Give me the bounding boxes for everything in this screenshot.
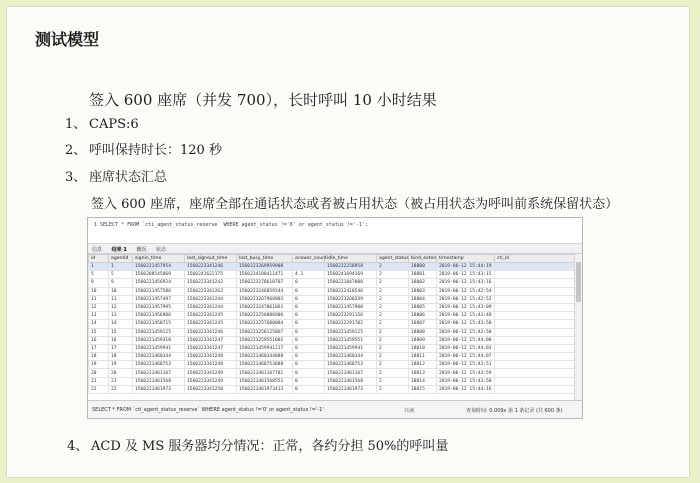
vertical-scrollbar[interactable] <box>574 254 582 402</box>
table-row[interactable] <box>89 287 577 295</box>
table-cell[interactable]: 1560223341248 <box>185 361 237 369</box>
table-cell[interactable]: 1560241694169 <box>325 271 377 279</box>
table-cell[interactable]: 2 <box>377 328 409 336</box>
column-header[interactable]: bind_exten <box>409 255 437 263</box>
table-cell[interactable]: 1560223341242 <box>185 279 237 287</box>
table-row[interactable] <box>89 295 577 303</box>
table-cell[interactable]: 22 <box>89 385 109 393</box>
table-cell[interactable]: 17 <box>89 344 109 352</box>
table-cell[interactable]: 0 <box>293 361 325 369</box>
table-cell[interactable]: 1560223291156 <box>325 312 377 320</box>
table-cell[interactable]: 1560221461568 <box>325 377 377 385</box>
column-header[interactable]: agent_status <box>377 255 409 263</box>
table-cell[interactable] <box>495 385 577 393</box>
result-grid <box>88 254 576 402</box>
table-cell[interactable]: 18 <box>109 353 133 361</box>
column-header[interactable]: agentid <box>109 255 133 263</box>
table-cell[interactable]: 1560221460344888 <box>237 353 293 361</box>
table-cell[interactable]: 1560221461973 <box>325 385 377 393</box>
table-cell[interactable]: 2019-06-12 15:44:00 <box>437 336 495 344</box>
table-cell[interactable]: 2019-06-12 15:44:19 <box>437 263 495 271</box>
query-time: 查询时间: 0.009s <box>466 408 507 414</box>
table-cell[interactable]: 15 <box>109 328 133 336</box>
table-cell[interactable]: 1560223341263 <box>185 287 237 295</box>
table-cell[interactable]: 18801 <box>409 271 437 279</box>
column-header[interactable]: last_signout_time <box>185 255 237 263</box>
table-cell[interactable]: 2 <box>377 377 409 385</box>
table-cell[interactable]: 2 <box>377 295 409 303</box>
column-header[interactable]: cti_id <box>495 255 577 263</box>
table-cell[interactable]: 9 <box>89 279 109 287</box>
column-header[interactable]: id <box>89 255 109 263</box>
table-cell[interactable]: 17 <box>109 344 133 352</box>
table-cell[interactable]: 1560223341244 <box>185 303 237 311</box>
table-cell[interactable]: 0 <box>293 353 325 361</box>
sql-editor[interactable]: 1 SELECT * FROM `cti_agent_status_reserve` WHERE agent_status !='0' or agent_status !='-1'; <box>88 218 582 244</box>
table-row[interactable] <box>89 361 577 369</box>
table-cell[interactable]: 1560221456906 <box>133 312 185 320</box>
table-cell[interactable] <box>495 344 577 352</box>
table-cell[interactable]: 2 <box>377 369 409 377</box>
table-cell[interactable]: 15 <box>89 328 109 336</box>
table-cell[interactable] <box>495 328 577 336</box>
table-cell[interactable]: 1560241622175 <box>185 271 237 279</box>
table-cell[interactable]: 1560221460753 <box>325 361 377 369</box>
scroll-thumb[interactable] <box>576 262 581 302</box>
table-cell[interactable]: 4.1 <box>293 271 325 279</box>
table-cell[interactable]: 1560221459941 <box>133 344 185 352</box>
table-cell[interactable]: 18815 <box>409 385 437 393</box>
table-cell[interactable]: 1560221461167 <box>133 369 185 377</box>
record-position: 第 1 条记录 (共 600 条) <box>508 408 563 414</box>
table-row[interactable] <box>89 320 577 328</box>
table-cell[interactable]: 2019-06-12 15:43:16 <box>437 279 495 287</box>
table-row[interactable] <box>89 353 577 361</box>
table-cell[interactable]: 18809 <box>409 336 437 344</box>
table-cell[interactable]: 18810 <box>409 344 437 352</box>
table-cell[interactable]: 1560222291702 <box>325 320 377 328</box>
table-cell[interactable]: 2019-06-12 15:42:54 <box>437 287 495 295</box>
table-cell[interactable]: 2 <box>377 263 409 271</box>
table-cell[interactable] <box>495 287 577 295</box>
table-cell[interactable]: 1560223247861061 <box>237 303 293 311</box>
table-cell[interactable] <box>495 320 577 328</box>
table-cell[interactable]: 18804 <box>409 295 437 303</box>
table-cell[interactable]: 21 <box>89 377 109 385</box>
table-cell[interactable]: 1560223341244 <box>185 295 237 303</box>
table-cell[interactable]: 18805 <box>409 303 437 311</box>
table-cell[interactable]: 0 <box>293 328 325 336</box>
table-cell[interactable]: 1560221460344 <box>133 353 185 361</box>
table-cell[interactable]: 1560222258958 <box>325 263 377 271</box>
table-cell[interactable]: 1560221847080 <box>325 279 377 287</box>
table-cell[interactable]: 1560221459125 <box>325 328 377 336</box>
table-row[interactable] <box>89 312 577 320</box>
table-cell[interactable] <box>495 361 577 369</box>
table-cell[interactable] <box>495 271 577 279</box>
table-cell[interactable]: 1560221459310 <box>133 336 185 344</box>
table-cell[interactable]: 1560223341245 <box>185 312 237 320</box>
readonly-label: 只读 <box>404 408 415 414</box>
table-cell[interactable]: 18812 <box>409 361 437 369</box>
table-cell[interactable]: 0 <box>293 279 325 287</box>
table-cell[interactable] <box>293 263 325 271</box>
table-cell[interactable]: 2019-06-12 15:44:16 <box>437 385 495 393</box>
table-cell[interactable]: 19 <box>89 361 109 369</box>
table-cell[interactable]: 1560223267968903 <box>237 295 293 303</box>
main-title: 签入 600 座席（并发 700），长时呼叫 10 小时结果 <box>89 91 437 109</box>
table-cell[interactable]: 1560221459941 <box>325 344 377 352</box>
column-header[interactable]: last_busy_time <box>237 255 293 263</box>
table-cell[interactable]: 2019-06-12 15:42:50 <box>437 328 495 336</box>
table-row[interactable] <box>89 385 577 393</box>
table-cell[interactable]: 13 <box>109 312 133 320</box>
table-cell[interactable]: 5 <box>109 271 133 279</box>
column-header[interactable]: timestamp <box>437 255 495 263</box>
table-cell[interactable] <box>495 303 577 311</box>
list-item: 3、 座席状态汇总 <box>65 170 168 185</box>
page-heading: 测试模型 <box>35 30 100 49</box>
list-item-4: 4、 ACD 及 MS 服务器均分情况：正常，各约分担 50%的呼叫量 <box>67 439 449 454</box>
table-cell[interactable]: 1560223259551002 <box>237 336 293 344</box>
table-row[interactable] <box>89 279 577 287</box>
table-cell[interactable]: 19 <box>109 361 133 369</box>
table-cell[interactable]: 18814 <box>409 377 437 385</box>
table-cell[interactable]: 1560221461973413 <box>237 385 293 393</box>
table-cell[interactable]: 1 <box>89 263 109 271</box>
table-cell[interactable]: 18807 <box>409 320 437 328</box>
table-cell[interactable]: 0 <box>293 369 325 377</box>
column-header[interactable]: idle_time <box>325 255 377 263</box>
table-cell[interactable]: 2019-06-12 15:44:03 <box>437 344 495 352</box>
table-cell[interactable]: 1560221461568551 <box>237 377 293 385</box>
table-cell[interactable]: 1560221459941217 <box>237 344 293 352</box>
table-cell[interactable] <box>495 369 577 377</box>
column-header[interactable]: signin_time <box>133 255 185 263</box>
column-header[interactable]: answer_count <box>293 255 325 263</box>
table-cell[interactable]: 18811 <box>409 353 437 361</box>
table-cell[interactable]: 18808 <box>409 328 437 336</box>
table-cell[interactable]: 1560223246859344 <box>237 287 293 295</box>
table-cell[interactable]: 2 <box>377 279 409 287</box>
table-row[interactable] <box>89 336 577 344</box>
table-cell[interactable]: 13 <box>89 312 109 320</box>
list-item: 1、 CAPS:6 <box>65 117 139 132</box>
table-cell[interactable]: 1560221457954 <box>133 263 185 271</box>
table-cell[interactable]: 2 <box>377 336 409 344</box>
table-cell[interactable]: 1 <box>109 263 133 271</box>
table-cell[interactable]: 1560223341250 <box>185 385 237 393</box>
tab-result-1[interactable]: 结果 1 <box>111 247 127 253</box>
table-cell[interactable]: 2019-06-12 15:43:48 <box>437 312 495 320</box>
table-cell[interactable]: 20 <box>109 369 133 377</box>
table-cell[interactable]: 12 <box>109 303 133 311</box>
table-cell[interactable]: 12 <box>89 303 109 311</box>
status-note: 签入 600 座席，座席全部在通话状态或者被占用状态（被占用状态为呼叫前系统保留状态） <box>91 197 619 212</box>
table-cell[interactable]: 21 <box>109 377 133 385</box>
table-cell[interactable]: 10 <box>109 287 133 295</box>
table-cell[interactable]: 0 <box>293 312 325 320</box>
table-cell[interactable]: 2019-06-12 15:43:51 <box>437 361 495 369</box>
table-cell[interactable]: 1560223341247 <box>185 344 237 352</box>
table-cell[interactable]: 1560223341246 <box>185 263 237 271</box>
table-cell[interactable]: 2 <box>377 271 409 279</box>
table-cell[interactable]: 0 <box>293 295 325 303</box>
table-cell[interactable]: 1560221461568 <box>133 377 185 385</box>
table-cell[interactable]: 1560223341246 <box>185 328 237 336</box>
table-cell[interactable]: 0 <box>293 287 325 295</box>
table-cell[interactable]: 0 <box>293 336 325 344</box>
table-cell[interactable]: 1560221460344 <box>325 353 377 361</box>
table-cell[interactable]: 2019-06-12 15:43:58 <box>437 377 495 385</box>
status-bar <box>88 400 582 418</box>
table-cell[interactable]: 1560223258125867 <box>237 328 293 336</box>
tab-profile[interactable]: 概况 <box>136 247 147 253</box>
table-cell[interactable]: 2 <box>377 287 409 295</box>
table-cell[interactable]: 1560223341247 <box>185 336 237 344</box>
table-cell[interactable]: 5 <box>89 271 109 279</box>
table-cell[interactable]: 11 <box>109 295 133 303</box>
table-cell[interactable] <box>495 353 577 361</box>
table-cell[interactable] <box>495 336 577 344</box>
table-cell[interactable]: 9 <box>109 279 133 287</box>
table-cell[interactable]: 2019-06-12 15:43:09 <box>437 303 495 311</box>
table-cell[interactable]: 1560221457497 <box>133 295 185 303</box>
status-sql: SELECT * FROM `cti_agent_status_reserve` WHERE agent_status !='0' or agent_status !='-1' <box>92 407 324 413</box>
list-item: 2、 呼叫保持时长：120 秒 <box>65 143 222 158</box>
table-cell[interactable]: 18803 <box>409 287 437 295</box>
table-cell[interactable]: 0 <box>293 320 325 328</box>
table-cell[interactable]: 1560221460753688 <box>237 361 293 369</box>
table-row[interactable] <box>89 344 577 352</box>
table-cell[interactable]: 1560223260339 <box>325 295 377 303</box>
table-cell[interactable]: 1560221461167 <box>325 369 377 377</box>
tab-status[interactable]: 状态 <box>156 247 167 253</box>
table-cell[interactable]: 2 <box>377 353 409 361</box>
table-cell[interactable]: 1560221457995 <box>133 303 185 311</box>
table-cell[interactable]: 1560221461167781 <box>237 369 293 377</box>
table-cell[interactable]: 2019-06-12 15:43:50 <box>437 320 495 328</box>
table-cell[interactable]: 10 <box>89 287 109 295</box>
table-cell[interactable] <box>495 312 577 320</box>
table-row[interactable] <box>89 303 577 311</box>
table-cell[interactable]: 1560221457586 <box>133 287 185 295</box>
table-cell[interactable]: 18802 <box>409 279 437 287</box>
table-cell[interactable]: 0 <box>293 377 325 385</box>
db-screenshot <box>87 217 583 419</box>
table-cell[interactable]: 16 <box>89 336 109 344</box>
table-cell[interactable]: 1560221461973 <box>133 385 185 393</box>
table-cell[interactable]: 0 <box>293 303 325 311</box>
table-cell[interactable]: 1560234188411471 <box>237 271 293 279</box>
table-cell[interactable]: 1560221459125 <box>133 328 185 336</box>
table-cell[interactable]: 1560288545069 <box>133 271 185 279</box>
table-cell[interactable]: 18813 <box>409 369 437 377</box>
table-row[interactable] <box>89 263 577 271</box>
table-cell[interactable]: 1560222418546 <box>325 287 377 295</box>
table-cell[interactable] <box>495 279 577 287</box>
result-tabs <box>88 244 582 254</box>
table-cell[interactable]: 2 <box>377 385 409 393</box>
table-cell[interactable]: 2019-06-12 15:43:15 <box>437 271 495 279</box>
table-cell[interactable]: 1560223278610707 <box>237 279 293 287</box>
table-cell[interactable]: 1560223257600084 <box>237 320 293 328</box>
table-cell[interactable]: 2019-06-12 15:42:52 <box>437 295 495 303</box>
table-cell[interactable]: 1560221460753 <box>133 361 185 369</box>
table-cell[interactable] <box>495 295 577 303</box>
table-cell[interactable]: 14 <box>109 320 133 328</box>
table-row[interactable] <box>89 377 577 385</box>
tab-info[interactable]: 信息 <box>92 247 103 253</box>
table-cell[interactable]: 18806 <box>409 312 437 320</box>
table-cell[interactable]: 20 <box>89 369 109 377</box>
table-cell[interactable]: 18800 <box>409 263 437 271</box>
table-cell[interactable]: 0 <box>293 344 325 352</box>
table-cell[interactable]: 2019-06-12 15:44:07 <box>437 353 495 361</box>
table-cell[interactable]: 1560223341248 <box>185 353 237 361</box>
table-cell[interactable]: 2019-06-12 15:43:59 <box>437 369 495 377</box>
table-row[interactable] <box>89 328 577 336</box>
table-cell[interactable]: 16 <box>109 336 133 344</box>
table-cell[interactable]: 2 <box>377 320 409 328</box>
table-cell[interactable]: 1560221456924 <box>133 279 185 287</box>
table-cell[interactable]: 1560221458715 <box>133 320 185 328</box>
table-cell[interactable] <box>495 377 577 385</box>
table-cell[interactable]: 1560223269959908 <box>237 263 293 271</box>
table-cell[interactable]: 1560223256806906 <box>237 312 293 320</box>
table-cell[interactable]: 1560221459551 <box>325 336 377 344</box>
table-cell[interactable]: 2 <box>377 344 409 352</box>
table-cell[interactable]: 0 <box>293 385 325 393</box>
table-cell[interactable]: 11 <box>89 295 109 303</box>
document-page <box>6 6 690 478</box>
table-cell[interactable]: 1560223341245 <box>185 320 237 328</box>
table-cell[interactable]: 2 <box>377 303 409 311</box>
table-cell[interactable]: 18 <box>89 353 109 361</box>
table-cell[interactable]: 2 <box>377 361 409 369</box>
table-cell[interactable]: 14 <box>89 320 109 328</box>
table-cell[interactable]: 1560223341249 <box>185 377 237 385</box>
table-cell[interactable] <box>495 263 577 271</box>
table-row[interactable] <box>89 369 577 377</box>
table-row[interactable] <box>89 271 577 279</box>
table-cell[interactable]: 1560223341249 <box>185 369 237 377</box>
table-cell[interactable]: 22 <box>109 385 133 393</box>
table-cell[interactable]: 2 <box>377 312 409 320</box>
table-cell[interactable]: 1560221457900 <box>325 303 377 311</box>
